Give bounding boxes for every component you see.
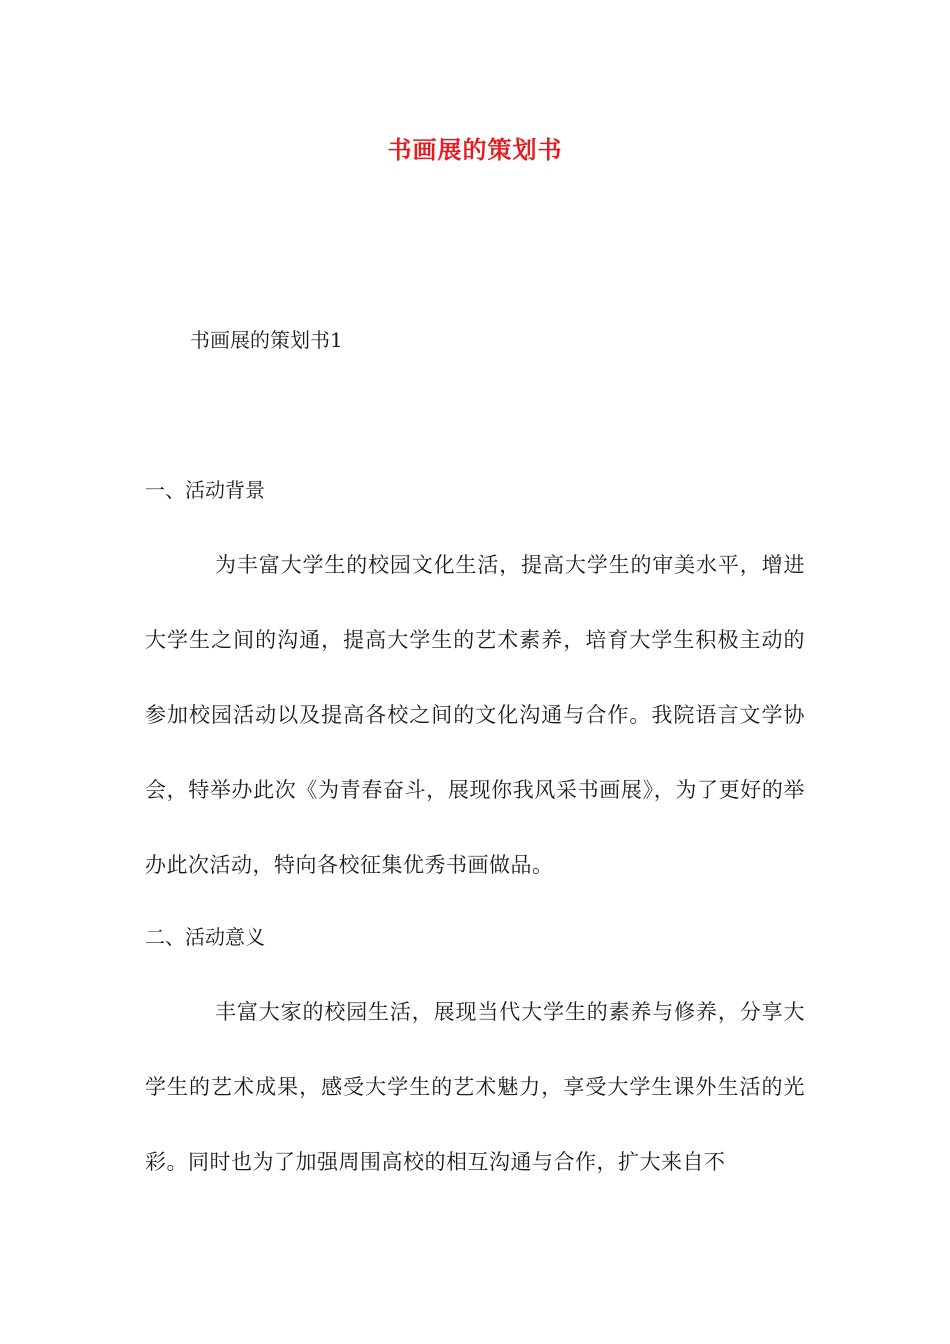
document-title: 书画展的策划书 bbox=[387, 135, 563, 164]
document-subtitle: 书画展的策划书1 bbox=[190, 328, 343, 352]
section-heading-background: 一、活动背景 bbox=[145, 478, 265, 502]
section-heading-significance: 二、活动意义 bbox=[145, 925, 265, 949]
section-paragraph-significance: 丰富大家的校园生活，展现当代大学生的素养与修养，分享大学生的艺术成果，感受大学生的艺术魅力，享受大学生课外生活的光彩。同时也为了加强周围高校的相互沟通与合作，扩大来自不 bbox=[145, 1000, 805, 1174]
section-paragraph-background: 为丰富大学生的校园文化生活，提高大学生的审美水平，增进大学生之间的沟通，提高大学生的艺术素养，培育大学生积极主动的参加校园活动以及提高各校之间的文化沟通与合作。我院语言文学协会，特举办此次《为青春奋斗，展现你我风采书画展》，为了更好的举办此次活动，特向各校征集优秀书画做品。 bbox=[145, 553, 805, 877]
